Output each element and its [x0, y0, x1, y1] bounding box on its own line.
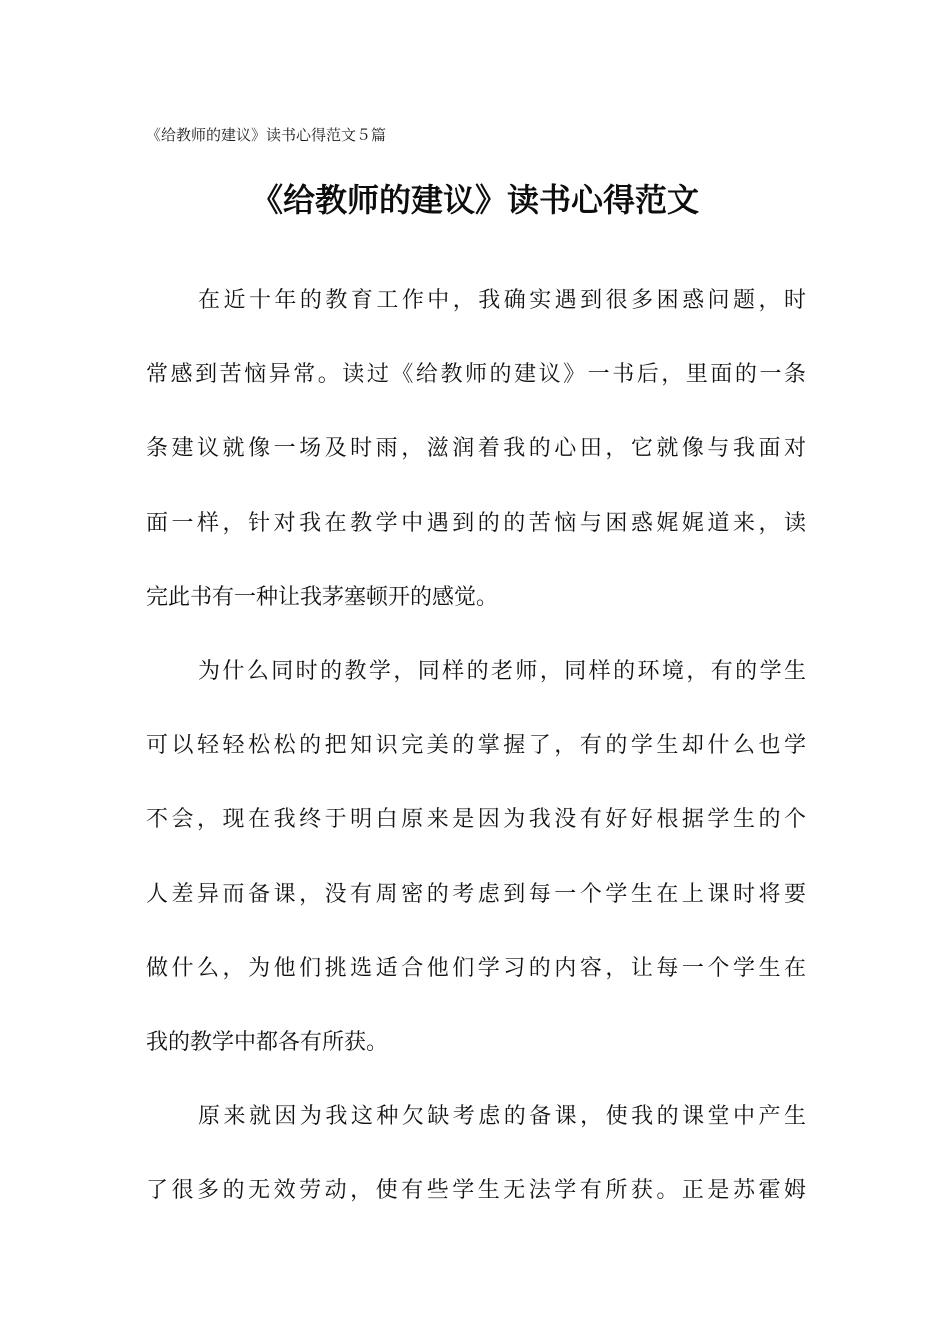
document-body: [146, 278, 806, 1242]
body-line: 了很多的无效劳动，使有些学生无法学有所获。正是苏霍姆: [146, 1178, 806, 1204]
body-line: 人差异而备课，没有周密的考虑到每一个学生在上课时将要: [146, 881, 806, 907]
body-line: 为什么同时的教学，同样的老师，同样的环境，有的学生: [198, 658, 806, 684]
document-title: 《给教师的建议》读书心得范文: [250, 181, 699, 219]
body-line: 做什么，为他们挑选适合他们学习的内容，让每一个学生在: [146, 955, 806, 981]
body-line: 条建议就像一场及时雨，滋润着我的心田，它就像与我面对: [146, 436, 806, 462]
body-line: 我的教学中都各有所获。: [146, 1029, 389, 1055]
body-line: 原来就因为我这种欠缺考虑的备课，使我的课堂中产生: [198, 1104, 806, 1130]
body-line: 可以轻轻松松的把知识完美的掌握了，有的学生却什么也学: [146, 733, 806, 759]
document-header: 《给教师的建议》读书心得范文５篇: [146, 126, 387, 144]
body-line: 常感到苦恼异常。读过《给教师的建议》一书后，里面的一条: [146, 362, 806, 388]
body-line: 面一样，针对我在教学中遇到的的苦恼与困惑娓娓道来，读: [146, 510, 806, 536]
body-line: 在近十年的教育工作中，我确实遇到很多困惑问题，时: [198, 288, 806, 313]
body-line: 完此书有一种让我茅塞顿开的感觉。: [146, 584, 499, 610]
body-line: 不会，现在我终于明白原来是因为我没有好好根据学生的个: [146, 807, 806, 833]
